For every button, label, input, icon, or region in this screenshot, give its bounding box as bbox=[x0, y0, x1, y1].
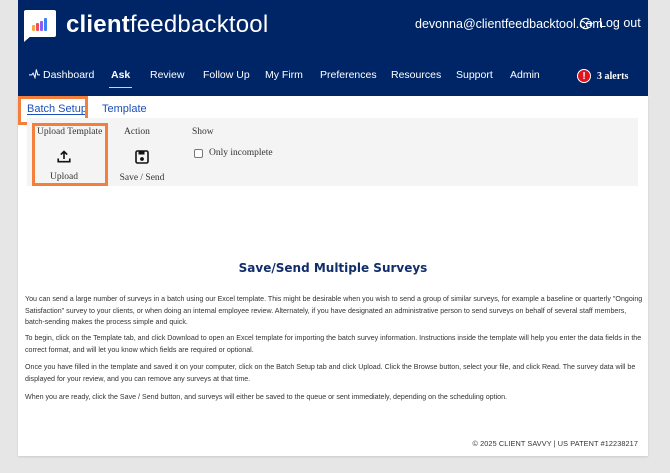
paragraph-upload: Once you have filled in the template and saved it on your computer, click on the Batch Setup tab and click Upload. Click the Browse button, select your file, and click Read. The survey data will be displayed for your review, and you can remove any surveys at that time. bbox=[25, 363, 636, 383]
only-incomplete-label: Only incomplete bbox=[209, 148, 273, 158]
nav-resources[interactable]: Resources bbox=[391, 69, 442, 81]
nav-dashboard[interactable]: Dashboard bbox=[29, 69, 94, 81]
main-panel bbox=[18, 96, 648, 456]
nav-preferences[interactable]: Preferences bbox=[320, 69, 377, 81]
logo-icon bbox=[24, 10, 58, 40]
checkbox-box[interactable] bbox=[194, 149, 203, 158]
nav-ask[interactable]: Ask bbox=[111, 69, 131, 81]
logout-button[interactable] bbox=[580, 16, 641, 30]
batch-toolbar bbox=[27, 118, 638, 186]
main-nav bbox=[18, 62, 648, 92]
only-incomplete-checkbox[interactable] bbox=[194, 148, 273, 158]
paragraph-save-send: When you are ready, click the Save / Send button, and surveys will either be saved to the queue or sent immediately, depending on the scheduling option. bbox=[25, 393, 508, 401]
tab-template[interactable]: Template bbox=[102, 103, 147, 115]
page-title: Save/Send Multiple Surveys bbox=[238, 261, 428, 275]
save-icon bbox=[135, 150, 149, 164]
nav-support[interactable]: Support bbox=[456, 69, 493, 81]
save-send-button[interactable] bbox=[117, 150, 167, 183]
nav-my-firm[interactable]: My Firm bbox=[265, 69, 303, 81]
tab-batch-setup[interactable]: Batch Setup bbox=[27, 103, 87, 115]
paragraph-begin: To begin, click on the Template tab, and click Download to open an Excel template for importing the batch survey information. Instructions inside the template will help you enter the data fields in the correct format, and will let you know which fields are required or optional. bbox=[25, 334, 642, 354]
logout-label: Log out bbox=[599, 16, 641, 30]
nav-review[interactable]: Review bbox=[150, 69, 185, 81]
nav-follow-up[interactable]: Follow Up bbox=[203, 69, 250, 81]
pulse-icon bbox=[29, 69, 40, 79]
save-send-label: Save / Send bbox=[119, 173, 165, 183]
show-group-label: Show bbox=[192, 127, 214, 137]
highlight-upload bbox=[32, 123, 108, 186]
subtabs bbox=[18, 96, 648, 118]
logo-text: clientfeedbacktool bbox=[66, 11, 269, 38]
user-email: devonna@clientfeedbacktool.com bbox=[415, 17, 603, 31]
alert-icon: ! bbox=[577, 69, 591, 83]
nav-admin[interactable]: Admin bbox=[510, 69, 540, 81]
alerts-button[interactable] bbox=[577, 69, 628, 83]
upload-group-label: Upload Template bbox=[37, 127, 103, 137]
app-header bbox=[18, 0, 648, 96]
logo[interactable] bbox=[24, 10, 268, 40]
upload-label: Upload bbox=[50, 172, 78, 182]
logout-icon bbox=[580, 17, 593, 30]
action-group-label: Action bbox=[124, 127, 150, 137]
paragraph-intro: You can send a large number of surveys in a batch using our Excel template. This might be desirable when you wish to send a group of similar surveys, for example a baseline or quarterly "Ongoing Satisfaction" survey to your clients, or when doing an internal employee review. Alternately, if you have designated an administrative person to send surveys on behalf of several staff members, batch-sending makes the process simple and quick. bbox=[25, 295, 643, 326]
footer-copyright: © 2025 CLIENT SAVVY | US PATENT #12238217 bbox=[472, 439, 638, 448]
alerts-label: 3 alerts bbox=[597, 70, 629, 82]
